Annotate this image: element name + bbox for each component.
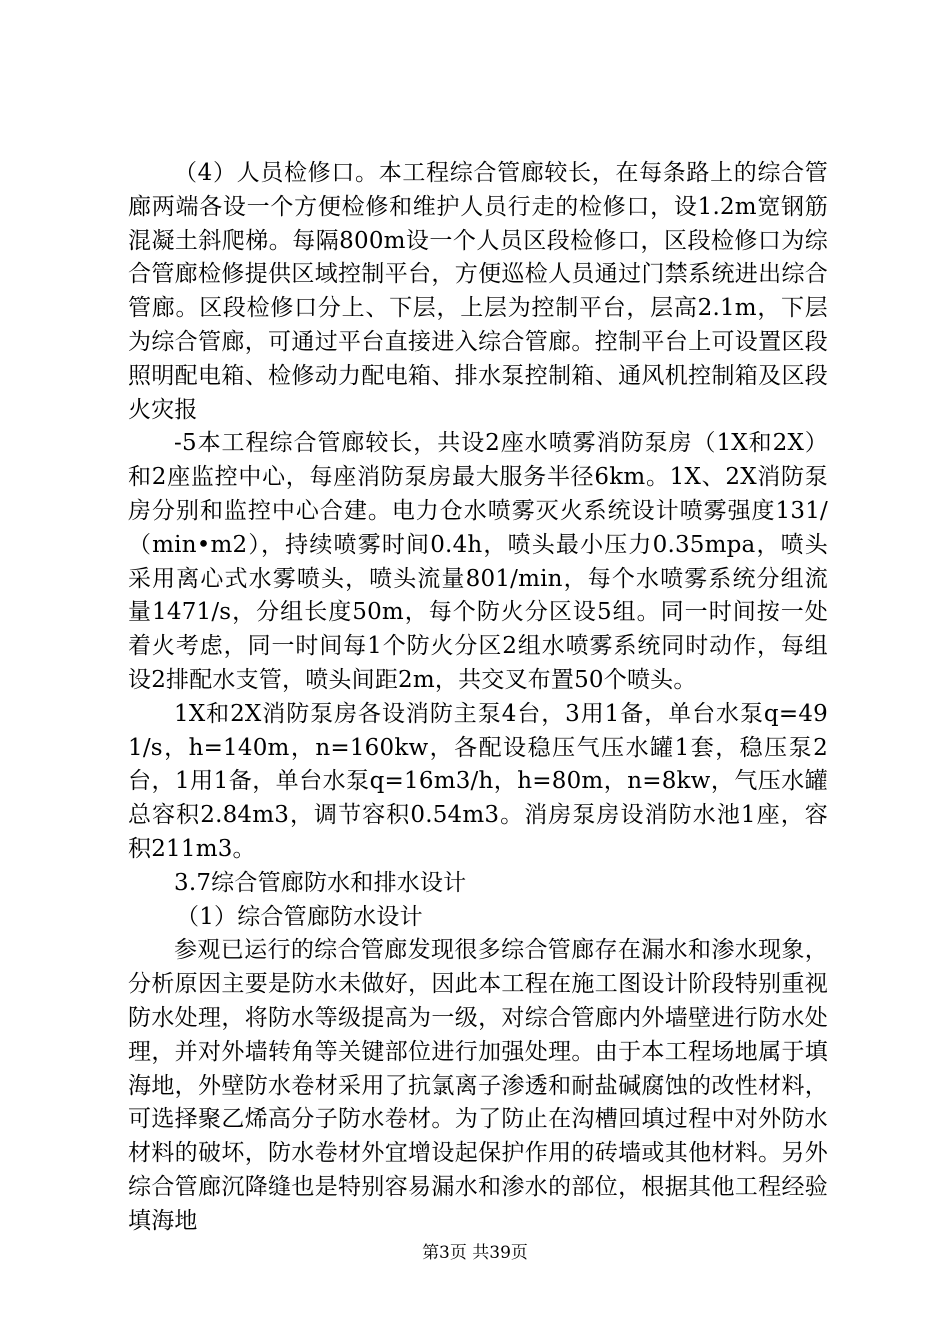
paragraph-inspection-opening: （4）人员检修口。本工程综合管廊较长，在每条路上的综合管廊两端各设一个方便检修和维护人员行走的检修口，设1.2m宽钢筋混凝土斜爬梯。每隔800m设一个人员区段检修口，区段检修口为综合管廊检修提供区域控制平台，方便巡检人员通过门禁系统进出综合管廊。区段检修口分上、下层，上层为控制平台，层高2.1m，下层为综合管廊，可通过平台直接进入综合管廊。控制平台上可设置区段照明配电箱、检修动力配电箱、排水泵控制箱、通风机控制箱及区段火灾报 xyxy=(128,160,828,423)
page-number-footer: 第3页 共39页 xyxy=(422,1243,528,1263)
paragraph-fire-pump-room: -5本工程综合管廊较长，共设2座水喷雾消防泵房（1X和2X）和2座监控中心，每座消防泵房最大服务半径6km。1X、2X消防泵房分别和监控中心合建。电力仓水喷雾灭火系统设计喷雾强度131/（min•m2），持续喷雾时间0.4h，喷头最小压力0.35mpa，喷头采用离心式水雾喷头，喷头流量801/min，每个水喷雾系统分组流量1471/s，分组长度50m，每个防火分区设5组。同一时间按一处着火考虑，同一时间每1个防火分区2组水喷雾系统同时动作，每组设2排配水支管，喷头间距2m，共交叉布置50个喷头。 xyxy=(128,430,828,693)
paragraph-waterproof-design: 参观已运行的综合管廊发现很多综合管廊存在漏水和渗水现象，分析原因主要是防水未做好，因此本工程在施工图设计阶段特别重视防水处理，将防水等级提高为一级，对综合管廊内外墙壁进行防水处理，并对外墙转角等关键部位进行加强处理。由于本工程场地属于填海地，外壁防水卷材采用了抗氯离子渗透和耐盐碱腐蚀的改性材料，可选择聚乙烯高分子防水卷材。为了防止在沟槽回填过程中对外防水材料的破坏，防水卷材外宜增设起保护作用的砖墙或其他材料。另外综合管廊沉降缝也是特别容易漏水和渗水的部位，根据其他工程经验填海地 xyxy=(128,937,828,1234)
section-heading-waterproof-drainage: 3.7综合管廊防水和排水设计 xyxy=(174,869,467,896)
subsection-heading-waterproof: （1）综合管廊防水设计 xyxy=(176,903,423,930)
paragraph-fire-pump-spec: 1X和2X消防泵房各设消防主泵4台，3用1备，单台水泵q=491/s，h=140m，n=160kw，各配设稳压气压水罐1套，稳压泵2台，1用1备，单台水泵q=16m3/h，h=80m，n=8kw，气压水罐总容积2.84m3，调节容积0.54m3。消房泵房设消防水池1座，容积211m3。 xyxy=(128,700,828,862)
document-body xyxy=(128,157,828,1239)
